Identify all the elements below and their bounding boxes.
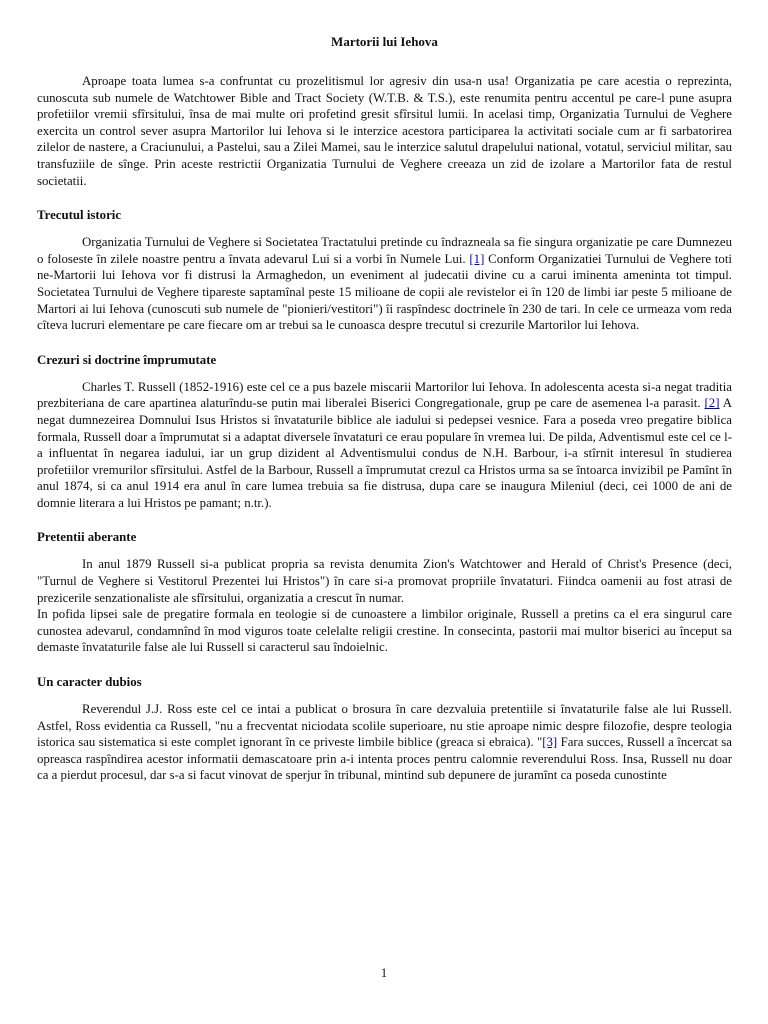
footnote-link-2[interactable]: [2]	[704, 396, 720, 411]
footnote-link-3[interactable]: [3]	[542, 735, 558, 750]
section-heading-caracter-dubios: Un caracter dubios	[37, 675, 142, 690]
intro-paragraph: Aproape toata lumea s-a confruntat cu prozelitismul lor agresiv din usa-n usa! Organizatia pe care acestia o reprezinta, cunoscuta sub numele de Watchtower Bible and Tract Society (W.T.B. & T.S.), este renumita pentru accentul pe care-l pune asupra profetiilor vremii sfîrsitului, însa de mai multe ori profetind gresit sfîrsitul lumii. In acelasi timp, Organizatia Turnului de Veghere exercita un control sever asupra Martorilor lui Iehova si le interzice acestora participarea la activitati sociale cum ar fi sarbatorirea zilelor de nastere, a Craciunului, a Pastelui, sau a Zilei Mamei, sau le interzice salutul drapelului national, votatul, serviciul militar, sau transfuziile de sînge. Prin aceste restrictii Organizatia Turnului de Veghere creeaza un zid de izolare a Martorilor fata de restul societatii.	[37, 74, 732, 188]
text-segment: Reverendul J.J. Ross este cel ce intai a publicat o brosura în care dezvaluia pretentiile si învataturile false ale lui Russell. Astfel, Ross evidentia ca Russell, "nu a frecventat niciodata scolile superioare, nu stie aproape nimic despre filozofie, despre teologia istorica sau sistematica si este complet ignorant în ce priveste limbile biblice (greaca si ebraica). "	[37, 702, 732, 750]
paragraph-pretentii-1: In anul 1879 Russell si-a publicat propria sa revista denumita Zion's Watchtower and Herald of Christ's Presence (deci, "Turnul de Veghere si Vestitorul Prezentei lui Hristos") în care si-a promovat propriile învataturi. Fiindca oamenii au fost atrasi de prezicerile senzationaliste ale sfîrsitului, organizatia a crescut în numar.	[37, 557, 732, 605]
section-heading-crezuri: Crezuri si doctrine împrumutate	[37, 352, 217, 367]
document-title: Martorii lui Iehova	[331, 34, 438, 49]
text-segment: Organizatia Turnului de Veghere si Societatea Tractatului pretinde cu îndrazneala sa fie singura organizatie pe care Dumnezeu o foloseste în zilele noastre pentru a învata adevarul Lui si a vorbi în Numele Lui.	[37, 235, 732, 266]
page-number: 1	[380, 966, 388, 980]
footnote-link-1[interactable]: [1]	[469, 251, 485, 266]
paragraph-pretentii-2: In pofida lipsei sale de pregatire formala en teologie si de cunoastere a limbilor originale, Russell a pretins ca el era singurul care cunostea adevarul, condamnînd în mod viguros toate celelalte religii crestine. In consecinta, pastorii mai multor biserici au început sa demaste învataturile false ale lui Russell si caracterul sau îndoielnic.	[37, 607, 732, 655]
section-heading-trecutul-istoric: Trecutul istoric	[37, 208, 122, 223]
section-heading-pretentii: Pretentii aberante	[37, 530, 137, 545]
text-segment: A negat dumnezeirea Domnului Isus Hristos si învataturile biblice ale iadului si pedepsei vesnice. Fara a poseda vreo pregatire biblica formala, Russell doar a împrumutat si a adaptat diversele învataturi ce erau populare în vremea lui. De pilda, Adventismul este cel ce l-a influentat în negarea iadului, iar un grup dizident al Adventismului condus de N.H. Barbour, i-a stîrnit interesul în studierea profetiilor vremurilor sfîrsitului. Astfel de la Barbour, Russell a împrumutat crezul ca Hristos urma sa se întoarca invizibil pe Pamînt în anul 1874, si ca anul 1914 era anul în care lumea trebuia sa fie distrusa, dupa care se inaugura Mileniul (deci, cei 1000 de ani de domnie literara a lui Hristos pe pamant; n.tr.).	[37, 396, 733, 510]
text-segment: Fara succes, Russell a încercat sa opreasca raspîndirea acestor informatii demascatoare prin a-i intenta proces pentru calomnie reverendului Ross. Insa, Russell nu doar ca a pierdut procesul, dar s-a si facut vinovat de sperjur în tribunal, mintind sub depunere de juramînt ca poseda cunostinte	[37, 735, 732, 783]
paragraph-trecutul-istoric	[37, 234, 732, 334]
paragraph-crezuri	[37, 379, 732, 512]
text-segment: Charles T. Russell (1852-1916) este cel ce a pus bazele miscarii Martorilor lui Iehova. In adolescenta acesta si-a negat traditia prezbiteriana de care apartinea alaturîndu-se putin mai liberalei Biserici Congregationale, grup pe care de asemenea l-a parasit.	[37, 379, 732, 411]
text-segment: Conform Organizatiei Turnului de Veghere toti ne-Martorii lui Iehova vor fi distrusi la Armaghedon, un eveniment al judecatii divine cu a carui iminenta ameninta tot timpul. Societatea Turnului de Veghere tipareste saptamînal peste 15 milioane de copii ale revistelor ei în 120 de limbi iar peste 5 milioane de Martori ai lui Iehova (cunoscuti sub numele de "pionieri/vestitori") îi raspîndesc doctrinele în 230 de tari. In cele ce urmeaza vom reda cîteva lucruri elementare pe care fiecare om ar trebui sa le cunoasca despre trecutul si crezurile Martorilor lui Iehova.	[37, 251, 732, 333]
paragraph-caracter-dubios	[37, 701, 732, 784]
